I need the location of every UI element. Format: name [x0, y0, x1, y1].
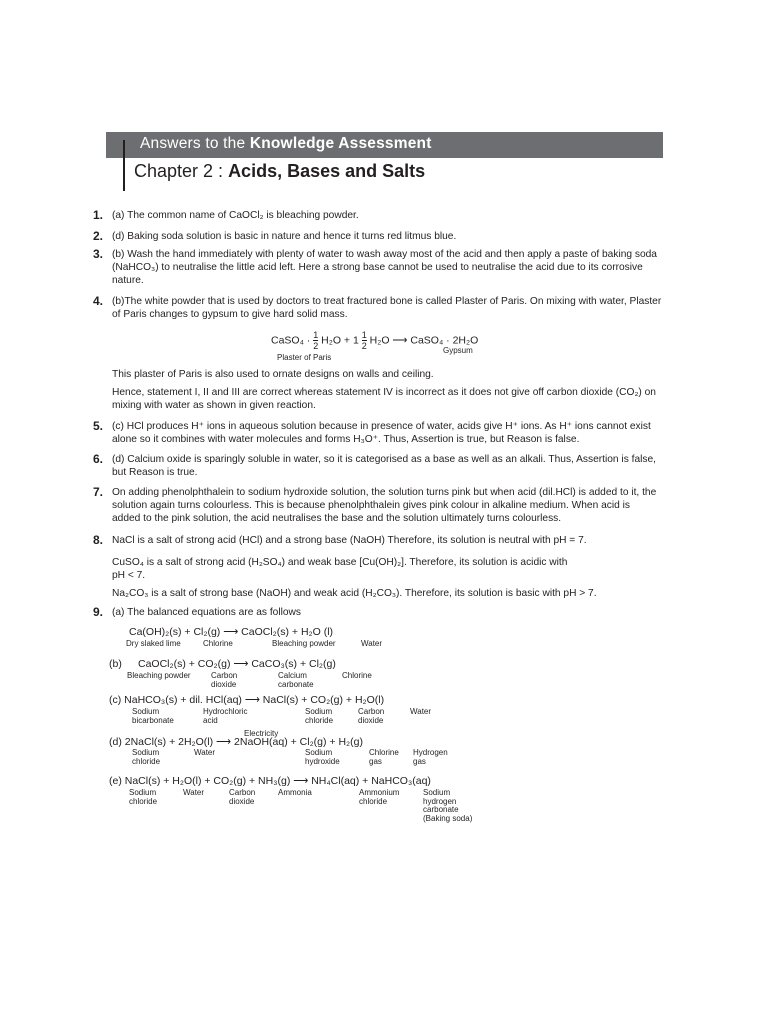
equation-c: (c) NaHCO₃(s) + dil. HCl(aq) ⟶ NaCl(s) + CO₂(g) + H₂O(l)	[109, 694, 385, 706]
answer-8-cuso4	[112, 556, 702, 582]
answer-text: (b) Wash the hand immediately with plenty of water to wash away most of the acid and then apply a paste of baking soda	[112, 249, 657, 260]
answer-text: solution again turns colourless. This is because phenolphthalein gives pink colour in alkaline medium. When acid is	[112, 500, 630, 511]
answer-number: 6.	[93, 452, 104, 466]
label-carbon-dioxide: Carbon dioxide	[358, 707, 385, 725]
answer-number: 8.	[93, 533, 104, 547]
label-bleaching-powder: Bleaching powder	[272, 639, 336, 648]
answer-text: (d) Calcium oxide is sparingly soluble in water, so it is categorised as a base as well as an alkali. Thus, Assertion is false,	[112, 454, 656, 465]
answer-2	[93, 229, 702, 243]
answer-text: pH < 7.	[112, 570, 146, 581]
answer-1	[93, 208, 702, 222]
fraction-half	[362, 330, 367, 351]
banner-title: Answers to the Knowledge Assessment	[140, 135, 432, 152]
answer-8-na2co3	[112, 587, 702, 600]
answer-number: 2.	[93, 229, 104, 243]
answer-text: but Reason is true.	[112, 467, 198, 478]
label-carbon-dioxide: Carbon dioxide	[229, 788, 256, 806]
answer-number: 4.	[93, 294, 104, 308]
answer-text: On adding phenolphthalein to sodium hydroxide solution, the solution turns pink but when acid (dil.HCl) is added to it, the	[112, 487, 657, 498]
fraction-denominator: 2	[313, 341, 319, 351]
label-plaster-of-paris: Plaster of Paris	[277, 353, 332, 362]
answer-text: (NaHCO₃) to neutralise the little acid left. Here a strong base cannot be used to neutralise the acid due to its corrosive	[112, 262, 643, 273]
answer-text: of Paris changes to gypsum to give hard solid mass.	[112, 309, 348, 320]
label-chlorine: Chlorine	[203, 639, 233, 648]
answer-text: alone so it combines with water molecules and forms H₃O⁺. Thus, Assertion is true, but Reason is false.	[112, 434, 580, 445]
label-sodium-bicarbonate: Sodium bicarbonate	[132, 707, 174, 725]
answer-text: (a) The balanced equations are as follows	[112, 607, 301, 618]
label-sodium-chloride: Sodium chloride	[132, 748, 161, 766]
label-calcium-carbonate: Calcium carbonate	[278, 671, 314, 689]
answer-6	[93, 452, 702, 479]
equation-a: Ca(OH)₂(s) + Cl₂(g) ⟶ CaOCl₂(s) + H₂O (l)	[129, 626, 334, 638]
answer-text: added to the pink solution, the acid neutralises the base and the solution ultimately turns colourless.	[112, 513, 562, 524]
label-water: Water	[361, 639, 383, 648]
label-sodium-chloride: Sodium chloride	[305, 707, 334, 725]
header-rule	[123, 140, 125, 191]
answer-text: Na₂CO₃ is a salt of strong base (NaOH) and weak acid (H₂CO₃). Therefore, its solution is basic with pH > 7.	[112, 588, 597, 599]
label-electricity: Electricity	[244, 729, 279, 738]
answer-4	[93, 294, 702, 321]
label-carbon-dioxide: Carbon dioxide	[211, 671, 238, 689]
answer-7	[93, 485, 702, 525]
label-sodium-chloride: Sodium chloride	[129, 788, 158, 806]
answer-text: nature.	[112, 275, 144, 286]
answer-text: CuSO₄ is a salt of strong acid (H₂SO₄) and weak base [Cu(OH)₂]. Therefore, its solution is acidic with	[112, 557, 568, 568]
answer-number: 9.	[93, 605, 104, 619]
equation-b-tag: (b)	[109, 658, 122, 670]
equation-e: (e) NaCl(s) + H₂O(l) + CO₂(g) + NH₃(g) ⟶ NH₄Cl(aq) + NaHCO₃(aq)	[109, 775, 431, 787]
label-ammonia: Ammonia	[278, 788, 312, 797]
chapter-title: Chapter 2 : Acids, Bases and Salts	[134, 161, 426, 181]
answer-text: This plaster of Paris is also used to ornate designs on walls and ceiling.	[112, 369, 434, 380]
label-hydrogen-gas: Hydrogen gas	[413, 748, 448, 766]
label-sodium-hydroxide: Sodium hydroxide	[305, 748, 340, 766]
answer-8	[93, 533, 702, 547]
answer-4-continued	[112, 368, 702, 381]
answer-text: (b)The white powder that is used by doctors to treat fractured bone is called Plaster of Paris. On mixing with water, Plaster	[112, 296, 662, 307]
fraction-numerator: 1	[361, 330, 367, 340]
label-chlorine: Chlorine	[342, 671, 372, 680]
fraction-half	[313, 330, 318, 351]
answer-3	[93, 247, 702, 287]
fraction-numerator: 1	[313, 330, 319, 340]
equation-b: CaOCl₂(s) + CO₂(g) ⟶ CaCO₃(s) + Cl₂(g)	[138, 658, 336, 670]
answer-number: 5.	[93, 419, 104, 433]
answer-text: (c) HCl produces H⁺ ions in aqueous solution because in presence of water, acids give H⁺ ions. As H⁺ ions cannot exist	[112, 421, 651, 432]
equation-part: CaSO₄ ·	[271, 334, 311, 347]
answer-4-conclusion	[112, 386, 702, 412]
label-ammonium-chloride: Ammonium chloride	[359, 788, 400, 806]
label-dry-slaked-lime: Dry slaked lime	[126, 639, 181, 648]
equation-part: H₂O + 1	[321, 334, 359, 347]
answer-text: mixing with water as shown in given reaction.	[112, 400, 316, 411]
label-bleaching-powder: Bleaching powder	[127, 671, 191, 680]
label-gypsum: Gypsum	[443, 346, 473, 355]
equation-part: H₂O ⟶ CaSO₄ · 2H₂O	[369, 334, 479, 347]
answer-5	[93, 419, 702, 446]
label-water: Water	[194, 748, 216, 757]
answer-number: 7.	[93, 485, 104, 499]
label-sodium-hydrogen-carbonate: Sodium hydrogen carbonate (Baking soda)	[423, 788, 473, 823]
equation-d: (d) 2NaCl(s) + 2H₂O(l) ⟶ 2NaOH(aq) + Cl₂(g) + H₂(g)	[109, 736, 363, 748]
answer-text: Hence, statement I, II and III are correct whereas statement IV is incorrect as it does not give off carbon dioxide (CO₂) on	[112, 387, 656, 398]
answer-text: (a) The common name of CaOCl₂ is bleaching powder.	[112, 210, 359, 221]
label-hydrochloric-acid: Hydrochloric acid	[203, 707, 248, 725]
label-water: Water	[183, 788, 205, 797]
header-banner	[106, 132, 663, 158]
fraction-denominator: 2	[361, 341, 367, 351]
label-water: Water	[410, 707, 432, 716]
answer-text: (d) Baking soda solution is basic in nature and hence it turns red litmus blue.	[112, 231, 457, 242]
answer-number: 1.	[93, 208, 104, 222]
answer-9	[93, 605, 702, 619]
answer-number: 3.	[93, 247, 104, 261]
label-chlorine-gas: Chlorine gas	[369, 748, 399, 766]
answer-text: NaCl is a salt of strong acid (HCl) and a strong base (NaOH) Therefore, its solution is neutral with pH = 7.	[112, 535, 587, 546]
